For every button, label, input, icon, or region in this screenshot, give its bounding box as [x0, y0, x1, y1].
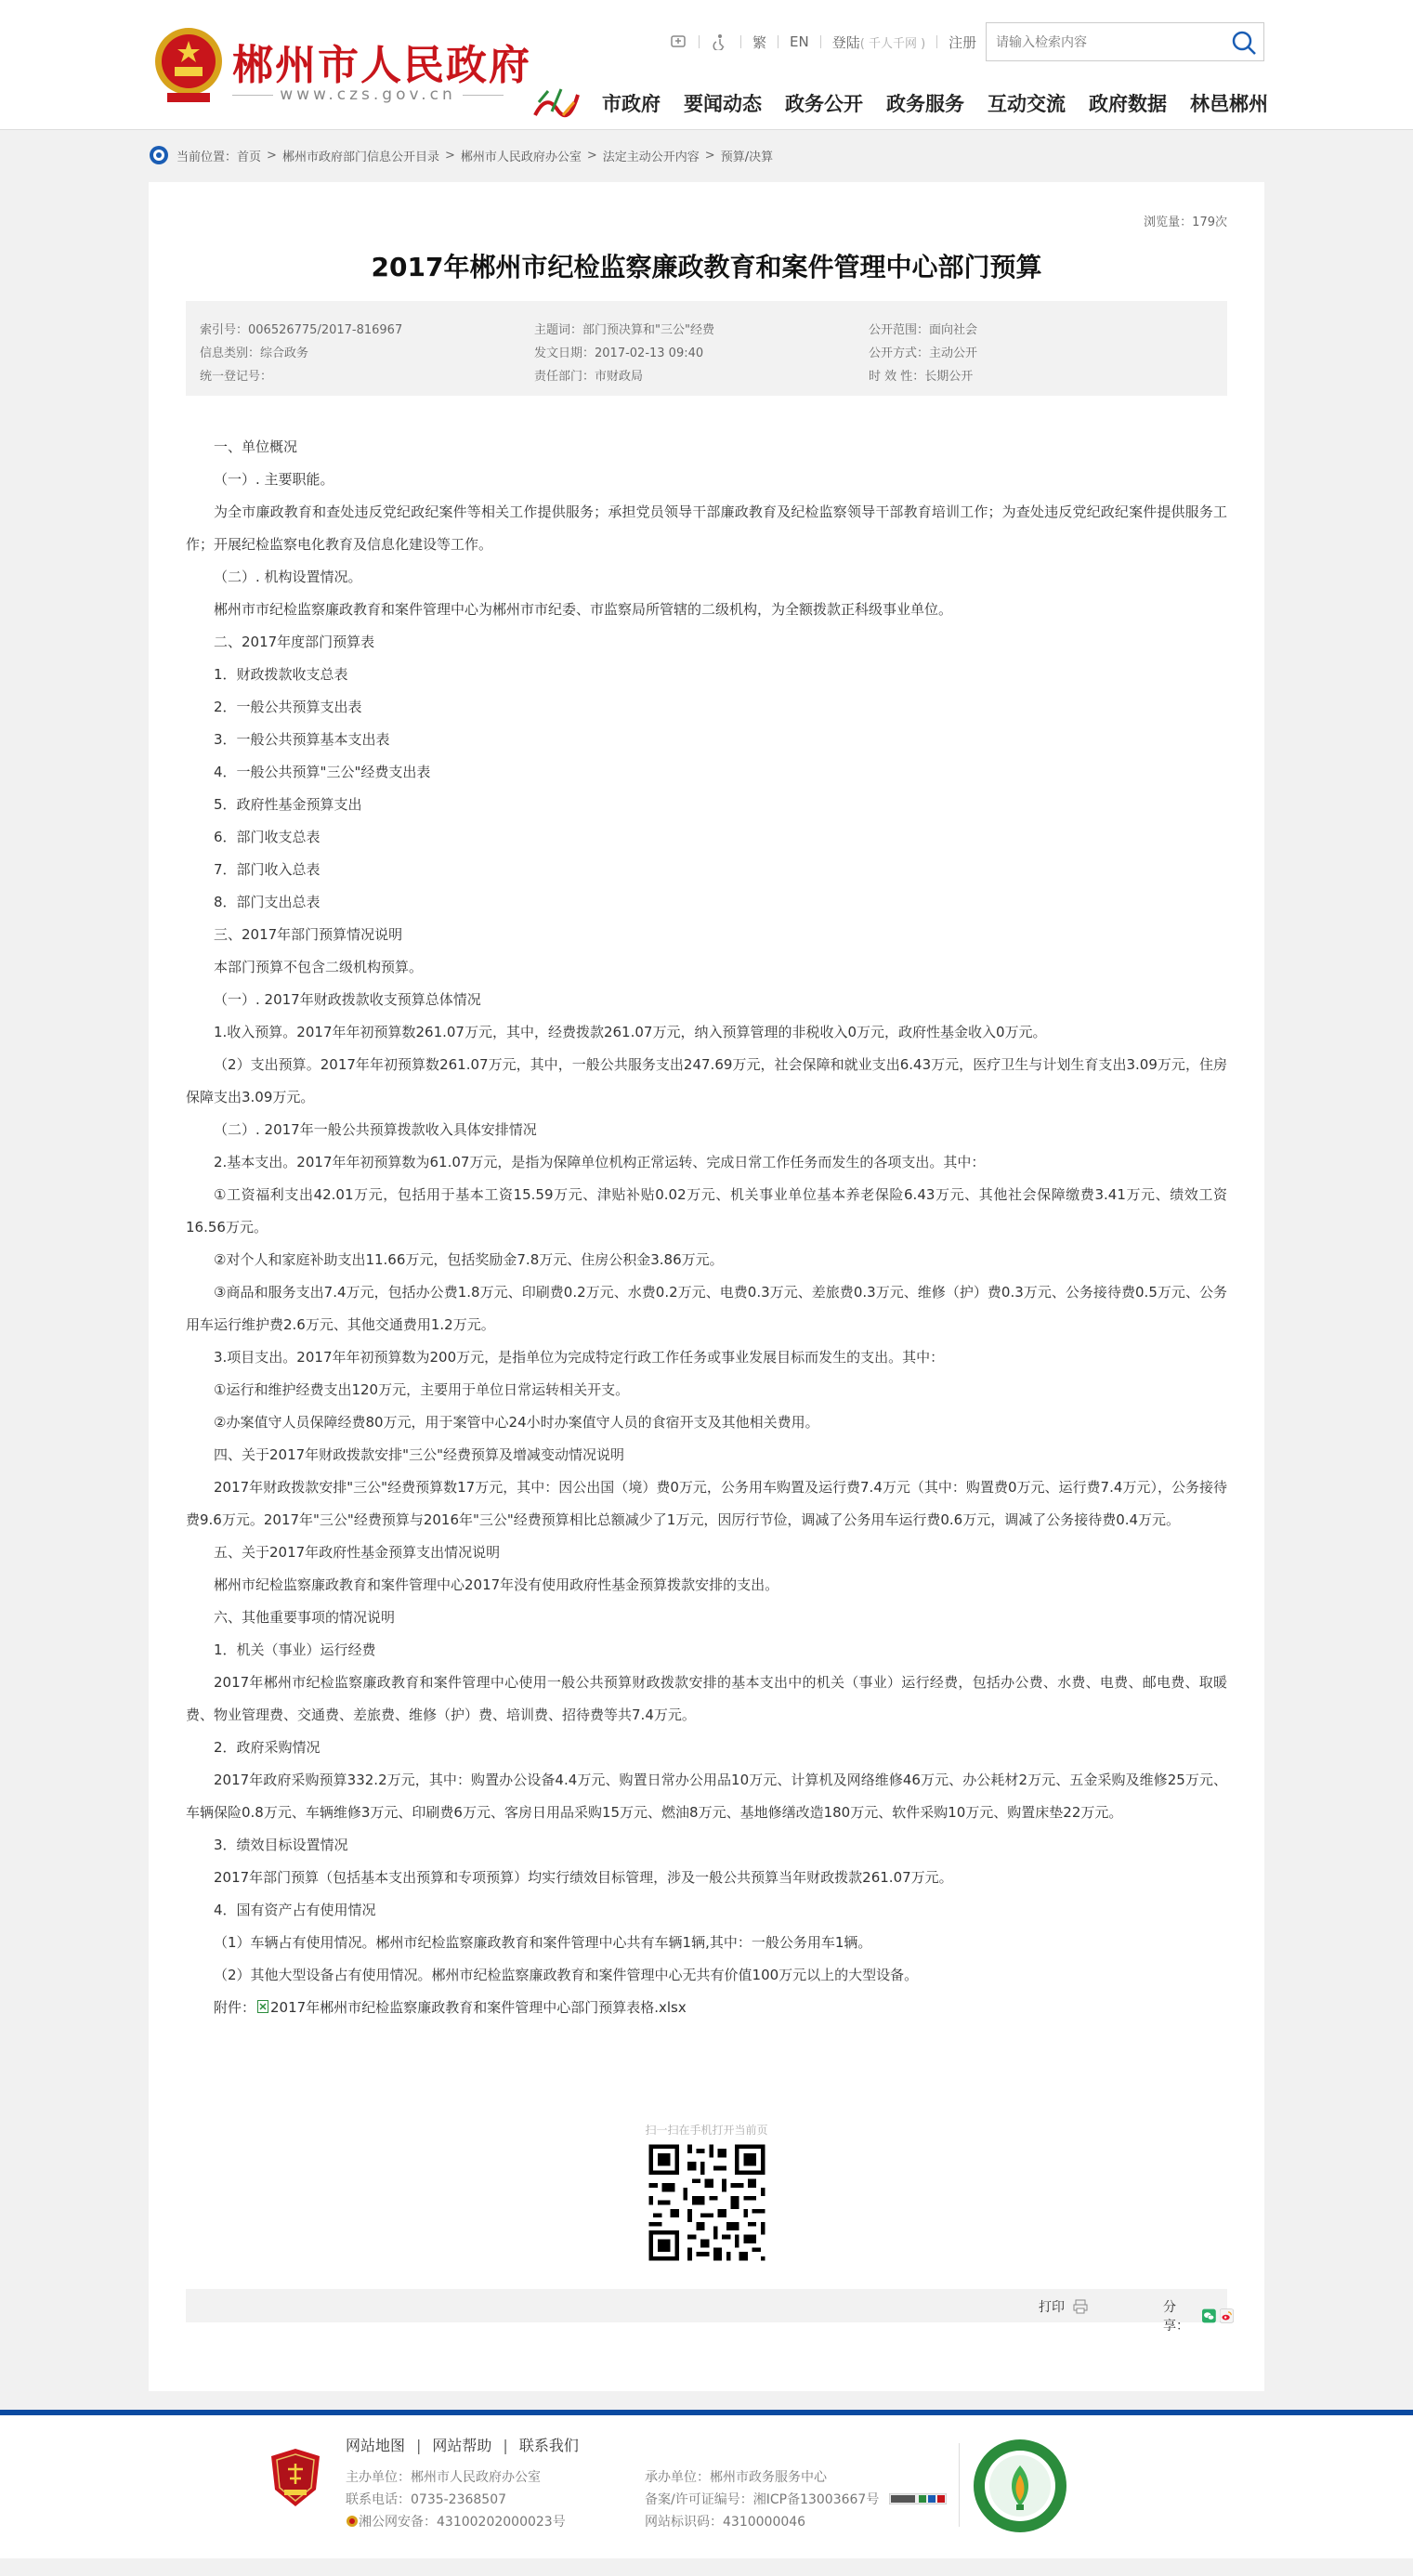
breadcrumb-catalog[interactable]: 郴州市政府部门信息公开目录 [281, 150, 439, 164]
paragraph: 二、2017年度部门预算表 [214, 634, 375, 650]
paragraph: 2017年政府采购预算332.2万元，其中：购置办公设备4.4万元、购置日常办公用品10万元、计算机及网络维修46万元、办公耗材2万元、五金采购及维修25万元、车辆保险0.8万元、车辆维修3万元、印刷费6万元、客房日用品采购15万元、燃油8万元、基地修缮改造180万元、软件采购10万元、购置床垫22万元。 [186, 1772, 1227, 1821]
paragraph: ②对个人和家庭补助支出11.66万元，包括奖励金7.8万元、住房公积金3.86万元。 [214, 1251, 724, 1268]
footer-link-help[interactable]: 网站帮助 [432, 2437, 492, 2454]
qr-code-icon [645, 2140, 769, 2265]
nav-item-disclosure[interactable]: 政务公开 [785, 93, 863, 115]
police-badge-icon [346, 2515, 359, 2528]
excel-file-icon [257, 2000, 268, 2013]
footer-police-row [346, 2512, 566, 2530]
paragraph: 四、关于2017年财政拨款安排"三公"经费预算及增减变动情况说明 [214, 1446, 624, 1463]
paragraph: 2．一般公共预算支出表 [214, 699, 362, 715]
paragraph: 3．绩效目标设置情况 [214, 1837, 348, 1853]
footer-divider [959, 2443, 960, 2527]
paragraph: （一）. 2017年财政拨款收支预算总体情况 [214, 991, 481, 1008]
view-count: 浏览量：179次 [1144, 216, 1227, 229]
share-bar [186, 2289, 1227, 2334]
paragraph: （2）支出预算。2017年年初预算数261.07万元，其中，一般公共服务支出247.69万元，社会保障和就业支出6.43万元，医疗卫生与计划生育支出3.09万元，住房保障支出3.09万元。 [186, 1056, 1227, 1105]
search-input[interactable] [996, 32, 1210, 54]
site-name[interactable]: 郴州市人民政府 [232, 42, 531, 89]
location-icon [149, 145, 169, 165]
paragraph: ①工资福利支出42.01万元，包括用于基本工资15.59万元、津贴补贴0.02万元、机关事业单位基本养老保险6.43万元、其他社会保障缴费3.41万元、绩效工资16.56万元。 [186, 1186, 1227, 1236]
nav-item-news[interactable]: 要闻动态 [684, 93, 762, 115]
meta-date: 发文日期：2017-02-13 09:40 [534, 347, 704, 360]
paragraph: 4．一般公共预算"三公"经费支出表 [214, 764, 431, 780]
footer-bottom-strip [0, 2558, 1413, 2576]
paragraph: 5．政府性基金预算支出 [214, 796, 362, 813]
breadcrumb-home[interactable]: 首页 [237, 150, 262, 164]
meta-box [186, 301, 1227, 396]
paragraph: 2017年财政拨款安排"三公"经费预算数17万元，其中：因公出国（境）费0万元，公务用车购置及运行费7.4万元（其中：购置费0万元、运行费7.4万元），公务接待费9.6万元。2017年"三公"经费预算与2016年"三公"经费预算相比总额减少了1万元，因厉行节俭，调减了公务用车运行费0.6万元，调减了公务接待费0.4万元。 [186, 1479, 1227, 1528]
nav-item-interaction[interactable]: 互动交流 [988, 93, 1066, 115]
register-link[interactable]: 注册 [949, 33, 977, 51]
footer-site-code: 网站标识码：4310000046 [645, 2515, 806, 2530]
paragraph: 本部门预算不包含二级机构预算。 [214, 959, 424, 975]
paragraph: ①运行和维护经费支出120万元，主要用于单位日常运转相关开支。 [214, 1381, 630, 1398]
paragraph: （2）其他大型设备占有使用情况。郴州市纪检监察廉政教育和案件管理中心无共有价值100万元以上的大型设备。 [214, 1967, 919, 1983]
meta-validity: 时 效 性：长期公开 [869, 370, 974, 384]
paragraph: 3.项目支出。2017年年初预算数为200万元，是指单位为完成特定行政工作任务或事业发展目标而发生的支出。其中： [214, 1349, 945, 1366]
meta-department: 责任部门：市财政局 [534, 370, 644, 384]
breadcrumb-content[interactable]: 法定主动公开内容 [602, 150, 700, 164]
share-group [1163, 2297, 1234, 2334]
site-domain: www.czs.gov.cn [232, 85, 504, 104]
english-link[interactable]: EN [790, 33, 809, 50]
paragraph: 4．国有资产占有使用情况 [214, 1902, 376, 1918]
share-label: 分享： [1163, 2300, 1189, 2334]
elderly-mode-icon[interactable] [669, 33, 687, 51]
main-nav [602, 89, 1291, 117]
paragraph: 1．财政拨款收支总表 [214, 666, 348, 683]
printer-icon [1072, 2298, 1089, 2315]
footer-icp-row [645, 2490, 947, 2508]
party-badge-icon[interactable] [269, 2447, 321, 2508]
breadcrumb-office[interactable]: 郴州市人民政府办公室 [460, 150, 582, 164]
breadcrumb-label: 当前位置： [177, 150, 238, 164]
paragraph: 为全市廉政教育和查处违反党纪政纪案件等相关工作提供服务；承担党员领导干部廉政教育及纪检监察领导干部教育培训工作；为查处违反党纪政纪案件提供服务工作；开展纪检监察电化教育及信息化建设等工作。 [186, 503, 1227, 553]
nav-item-government[interactable]: 市政府 [602, 93, 661, 115]
print-button[interactable] [1039, 2297, 1089, 2316]
footer-icp[interactable]: 备案/许可证编号：湘ICP备13003667号 [645, 2492, 880, 2507]
footer-links: 网站地图 | 网站帮助 | 联系我们 [346, 2437, 579, 2454]
search-icon[interactable] [1230, 29, 1258, 57]
nav-item-linyi[interactable]: 林邑郴州 [1190, 93, 1268, 115]
meta-subject: 主题词：部门预决算和"三公"经费 [534, 323, 714, 337]
paragraph: 郴州市纪检监察廉政教育和案件管理中心2017年没有使用政府性基金预算拨款安排的支出。 [214, 1576, 779, 1593]
paragraph: （1）车辆占有使用情况。郴州市纪检监察廉政教育和案件管理中心共有车辆1辆,其中：一般公务用车1辆。 [214, 1934, 872, 1951]
login-link[interactable]: 登陆 [831, 33, 860, 51]
wechat-icon[interactable] [1202, 2308, 1216, 2324]
footer-host: 主办单位：郴州市人民政府办公室 [346, 2470, 541, 2485]
traditional-chinese-link[interactable]: 繁 [752, 33, 767, 51]
paragraph: 郴州市市纪检监察廉政教育和案件管理中心为郴州市市纪委、市监察局所管辖的二级机构，为全额拨款正科级事业单位。 [214, 601, 953, 618]
breadcrumb: 当前位置： 首页 > 郴州市政府部门信息公开目录 > 郴州市人民政府办公室 > 法定主动公开内容 > 预算/决算 [149, 145, 773, 165]
meta-unified-no: 统一登记号： [200, 370, 273, 384]
breadcrumb-budget[interactable]: 预算/决算 [720, 150, 774, 164]
meta-index-no: 索引号：006526775/2017-816967 [200, 323, 403, 337]
paragraph: 6．部门收支总表 [214, 829, 321, 845]
paragraph: 7．部门收入总表 [214, 861, 321, 878]
paragraph: 8．部门支出总表 [214, 894, 321, 910]
paragraph: ③商品和服务支出7.4万元，包括办公费1.8万元、印刷费0.2万元、水费0.2万元、电费0.3万元、差旅费0.3万元、维修（护）费0.3万元、公务接待费0.5万元、公务用车运行维护费2.6万元、其他交通费用1.2万元。 [186, 1284, 1227, 1333]
footer-organizer: 承办单位：郴州市政务服务中心 [645, 2470, 827, 2485]
footer-phone: 联系电话：0735-2368507 [346, 2492, 507, 2507]
civilized-city-seal-icon[interactable] [972, 2438, 1068, 2534]
paragraph: 1．机关（事业）运行经费 [214, 1641, 376, 1658]
search-box [986, 22, 1264, 61]
nav-item-data[interactable]: 政府数据 [1089, 93, 1167, 115]
paragraph: ②办案值守人员保障经费80万元，用于案管中心24小时办案值守人员的食宿开支及其他相关费用。 [214, 1414, 819, 1431]
paragraph: （一）. 主要职能。 [214, 471, 334, 488]
accessibility-icon[interactable] [711, 33, 729, 51]
print-label: 打印 [1039, 2300, 1065, 2315]
site-header [0, 0, 1413, 130]
paragraph: 六、其他重要事项的情况说明 [214, 1609, 396, 1626]
paragraph: 1.收入预算。2017年年初预算数261.07万元，其中，经费拨款261.07万元，纳入预算管理的非税收入0万元，政府性基金收入0万元。 [214, 1024, 1047, 1040]
attachment-row [186, 1992, 1227, 2024]
footer-link-sitemap[interactable]: 网站地图 [346, 2437, 406, 2454]
login-note: ( 千人千网 ) [859, 36, 926, 51]
paragraph: 2017年郴州市纪检监察廉政教育和案件管理中心使用一般公共预算财政拨款安排的基本支出中的机关（事业）运行经费，包括办公费、水费、电费、邮电费、取暖费、物业管理费、交通费、差旅费、维修（护）费、培训费、招待费等共7.4万元。 [186, 1674, 1227, 1723]
paragraph: 2.基本支出。2017年年初预算数为61.07万元，是指为保障单位机构正常运转、完成日常工作任务而发生的各项支出。其中： [214, 1154, 986, 1170]
site-footer [0, 2415, 1413, 2558]
footer-police[interactable]: 湘公网安备：43100202000023号 [359, 2515, 566, 2530]
nav-logo-icon [530, 84, 582, 121]
paragraph: （二）. 机构设置情况。 [214, 569, 362, 585]
footer-link-contact[interactable]: 联系我们 [518, 2437, 579, 2454]
paragraph: 2017年部门预算（包括基本支出预算和专项预算）均实行绩效目标管理，涉及一般公共预算当年财政拨款261.07万元。 [214, 1869, 953, 1886]
attachment-link[interactable]: 2017年郴州市纪检监察廉政教育和案件管理中心部门预算表格.xlsx [270, 1999, 687, 2016]
attachment-label: 附件： [214, 1999, 256, 2016]
nav-item-services[interactable]: 政务服务 [886, 93, 964, 115]
paragraph: 一、单位概况 [214, 438, 298, 455]
weibo-icon[interactable] [1220, 2308, 1234, 2324]
paragraph: 三、2017年部门预算情况说明 [214, 926, 403, 943]
paragraph: （二）. 2017年一般公共预算拨款收入具体安排情况 [214, 1121, 537, 1138]
article-title: 2017年郴州市纪检监察廉政教育和案件管理中心部门预算 [371, 252, 1042, 282]
topbar [669, 30, 976, 54]
meta-category: 信息类别：综合政务 [200, 347, 309, 360]
article-panel [149, 182, 1264, 2391]
paragraph: 3．一般公共预算基本支出表 [214, 731, 390, 748]
meta-scope: 公开范围：面向社会 [869, 323, 978, 337]
qr-caption: 扫一扫在手机打开当前页 [645, 2124, 768, 2137]
article-body [186, 431, 1227, 2024]
ipv6-badge-icon [889, 2493, 947, 2504]
paragraph: 2．政府采购情况 [214, 1739, 321, 1756]
paragraph: 五、关于2017年政府性基金预算支出情况说明 [214, 1544, 501, 1561]
meta-method: 公开方式：主动公开 [869, 347, 978, 360]
national-emblem-icon [150, 24, 227, 106]
